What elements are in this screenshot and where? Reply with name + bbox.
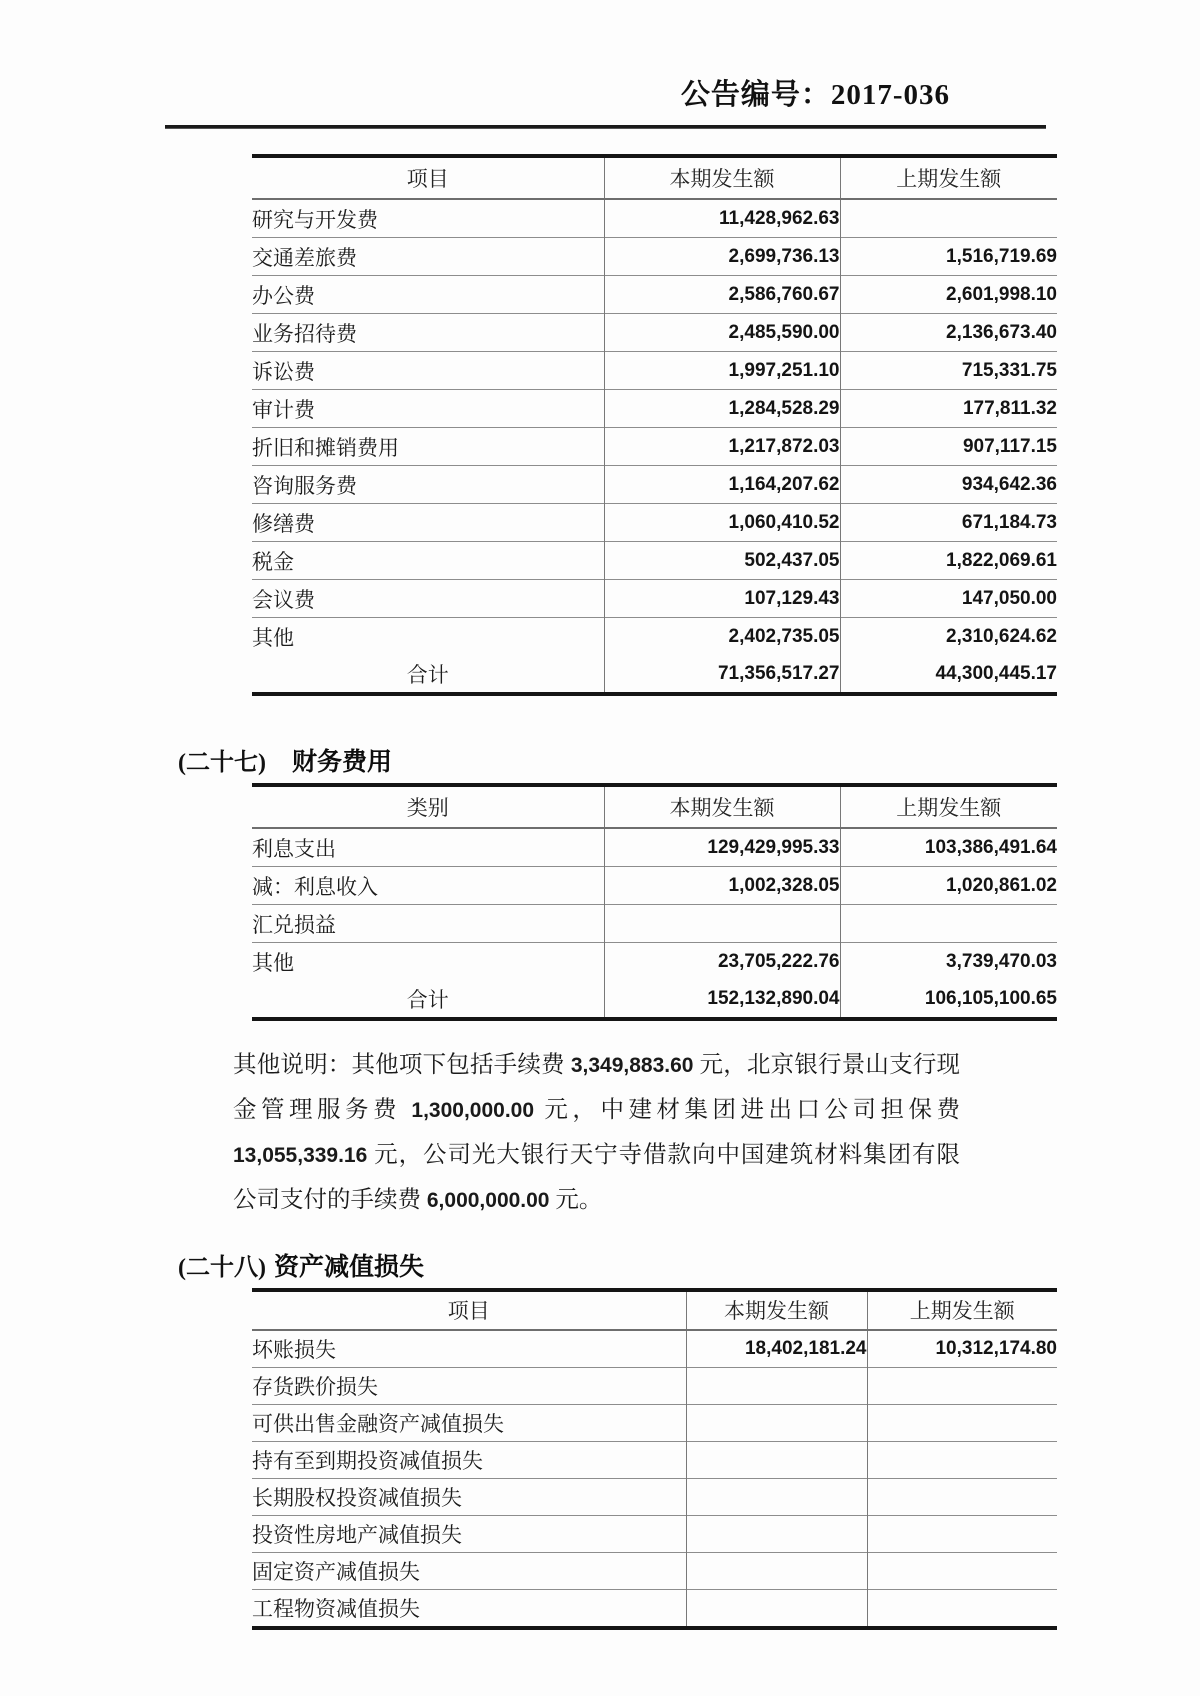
row-current-value: 18,402,181.24 [686,1330,867,1368]
row-prior-value: 2,310,624.62 [840,618,1057,656]
table-row [252,1589,1057,1628]
row-current-value: 1,217,872.03 [604,428,840,466]
total-label: 合计 [406,662,449,687]
section-number: (二十八) [178,1254,266,1281]
table-header [252,156,1057,199]
total-current-value: 71,356,517.27 [604,655,840,694]
row-current-value [686,1478,867,1515]
row-current-value: 23,705,222.76 [604,943,840,981]
other-note-paragraph [233,1043,960,1223]
announcement-number: 公告编号：2017-036 [680,79,950,111]
row-label: 长期股权投资减值损失 [252,1478,686,1515]
note-amount: 13,055,339.16 [233,1144,368,1167]
table-row [252,943,1057,981]
row-prior-value [840,199,1057,238]
row-prior-value: 1,020,861.02 [840,867,1057,905]
col-header-current: 本期发生额 [604,785,840,828]
row-label: 减：利息收入 [252,867,604,905]
row-prior-value: 3,739,470.03 [840,943,1057,981]
row-label: 税金 [252,542,604,580]
note-text: 元，中建材集团进出口公司担保费 [534,1097,961,1123]
section-title-asset-impairment [178,1247,1200,1283]
table-body [252,828,1057,980]
note-text: 元。 [549,1187,603,1213]
row-prior-value: 715,331.75 [840,352,1057,390]
row-prior-value: 177,811.32 [840,390,1057,428]
row-label: 交通差旅费 [252,238,604,276]
table-body [252,1330,1057,1628]
row-prior-value [867,1589,1057,1628]
table-row [252,828,1057,867]
table-row [252,1441,1057,1478]
table-row [252,238,1057,276]
table-row [252,276,1057,314]
table-row [252,618,1057,656]
row-label: 业务招待费 [252,314,604,352]
expense-detail-table [252,154,1057,696]
row-current-value: 2,699,736.13 [604,238,840,276]
row-current-value: 11,428,962.63 [604,199,840,238]
note-amount: 3,349,883.60 [570,1054,694,1077]
row-prior-value: 2,601,998.10 [840,276,1057,314]
col-header-category: 类别 [252,785,604,828]
table-row [252,905,1057,943]
row-current-value [686,1441,867,1478]
row-label: 会议费 [252,580,604,618]
table-row [252,542,1057,580]
table-row [252,1515,1057,1552]
table-row [252,867,1057,905]
row-label: 固定资产减值损失 [252,1552,686,1589]
row-current-value: 1,002,328.05 [604,867,840,905]
row-label: 其他 [252,618,604,656]
table-row [252,1552,1057,1589]
row-current-value: 2,402,735.05 [604,618,840,656]
section-name: 财务费用 [291,749,392,776]
row-label: 研究与开发费 [252,199,604,238]
table-row [252,428,1057,466]
total-label: 合计 [406,987,449,1012]
note-amount: 1,300,000.00 [411,1099,535,1122]
table-header [252,1290,1057,1330]
row-current-value [686,1589,867,1628]
row-prior-value: 103,386,491.64 [840,828,1057,867]
row-label: 利息支出 [252,828,604,867]
total-row [252,655,1057,694]
table-body [252,199,1057,655]
row-label: 折旧和摊销费用 [252,428,604,466]
row-label: 坏账损失 [252,1330,686,1368]
section-number: (二十七) [178,750,266,776]
row-label: 审计费 [252,390,604,428]
header-rule [165,125,1046,129]
row-prior-value: 671,184.73 [840,504,1057,542]
col-header-item: 项目 [252,1290,686,1330]
asset-impairment-table [252,1288,1057,1630]
table-row [252,504,1057,542]
row-label: 存货跌价损失 [252,1367,686,1404]
table-row [252,1478,1057,1515]
row-label: 诉讼费 [252,352,604,390]
row-label: 汇兑损益 [252,905,604,943]
row-current-value: 502,437.05 [604,542,840,580]
note-text: 元，公司光大银行天宁寺借款向中国建筑材料集团有限公司支付的手续费 [233,1142,960,1213]
row-label: 可供出售金融资产减值损失 [252,1404,686,1441]
row-label: 办公费 [252,276,604,314]
row-prior-value: 907,117.15 [840,428,1057,466]
total-current-value: 152,132,890.04 [604,980,840,1019]
row-current-value: 2,586,760.67 [604,276,840,314]
total-row [252,980,1057,1019]
table-row [252,352,1057,390]
row-prior-value [867,1367,1057,1404]
row-prior-value: 1,516,719.69 [840,238,1057,276]
note-amount: 6,000,000.00 [426,1189,550,1212]
row-prior-value: 10,312,174.80 [867,1330,1057,1368]
row-current-value [686,1367,867,1404]
row-current-value: 1,997,251.10 [604,352,840,390]
row-label: 修缮费 [252,504,604,542]
row-prior-value: 934,642.36 [840,466,1057,504]
row-current-value: 1,164,207.62 [604,466,840,504]
row-prior-value [867,1404,1057,1441]
table-row [252,1367,1057,1404]
row-current-value: 2,485,590.00 [604,314,840,352]
row-prior-value [867,1515,1057,1552]
col-header-prior: 上期发生额 [867,1290,1057,1330]
col-header-prior: 上期发生额 [840,785,1057,828]
document-header [0,0,950,113]
row-label: 咨询服务费 [252,466,604,504]
table-row [252,1404,1057,1441]
row-label: 持有至到期投资减值损失 [252,1441,686,1478]
total-prior-value: 44,300,445.17 [840,655,1057,694]
row-prior-value: 1,822,069.61 [840,542,1057,580]
table-row [252,199,1057,238]
row-current-value: 1,060,410.52 [604,504,840,542]
table-row [252,1330,1057,1368]
row-current-value [686,1552,867,1589]
row-prior-value [867,1552,1057,1589]
col-header-current: 本期发生额 [604,156,840,199]
col-header-current: 本期发生额 [686,1290,867,1330]
row-current-value: 129,429,995.33 [604,828,840,867]
total-prior-value: 106,105,100.65 [840,980,1057,1019]
table-header [252,785,1057,828]
row-prior-value [867,1478,1057,1515]
note-text: 其他说明：其他项下包括手续费 [233,1052,571,1078]
finance-expense-table [252,783,1057,1021]
row-label: 其他 [252,943,604,981]
row-current-value: 1,284,528.29 [604,390,840,428]
row-label: 投资性房地产减值损失 [252,1515,686,1552]
row-prior-value [867,1441,1057,1478]
table-row [252,314,1057,352]
table-row [252,466,1057,504]
section-name: 资产减值损失 [273,1253,424,1281]
row-label: 工程物资减值损失 [252,1589,686,1628]
col-header-item: 项目 [252,156,604,199]
table-row [252,390,1057,428]
row-current-value [686,1515,867,1552]
section-title-finance-expense [178,742,1200,778]
table-row [252,580,1057,618]
col-header-prior: 上期发生额 [840,156,1057,199]
row-current-value: 107,129.43 [604,580,840,618]
row-prior-value: 147,050.00 [840,580,1057,618]
row-prior-value [840,905,1057,943]
row-current-value [686,1404,867,1441]
row-prior-value: 2,136,673.40 [840,314,1057,352]
note-text: 元，北京银行景山支行现金管理服务费 [233,1052,961,1123]
row-current-value [604,905,840,943]
